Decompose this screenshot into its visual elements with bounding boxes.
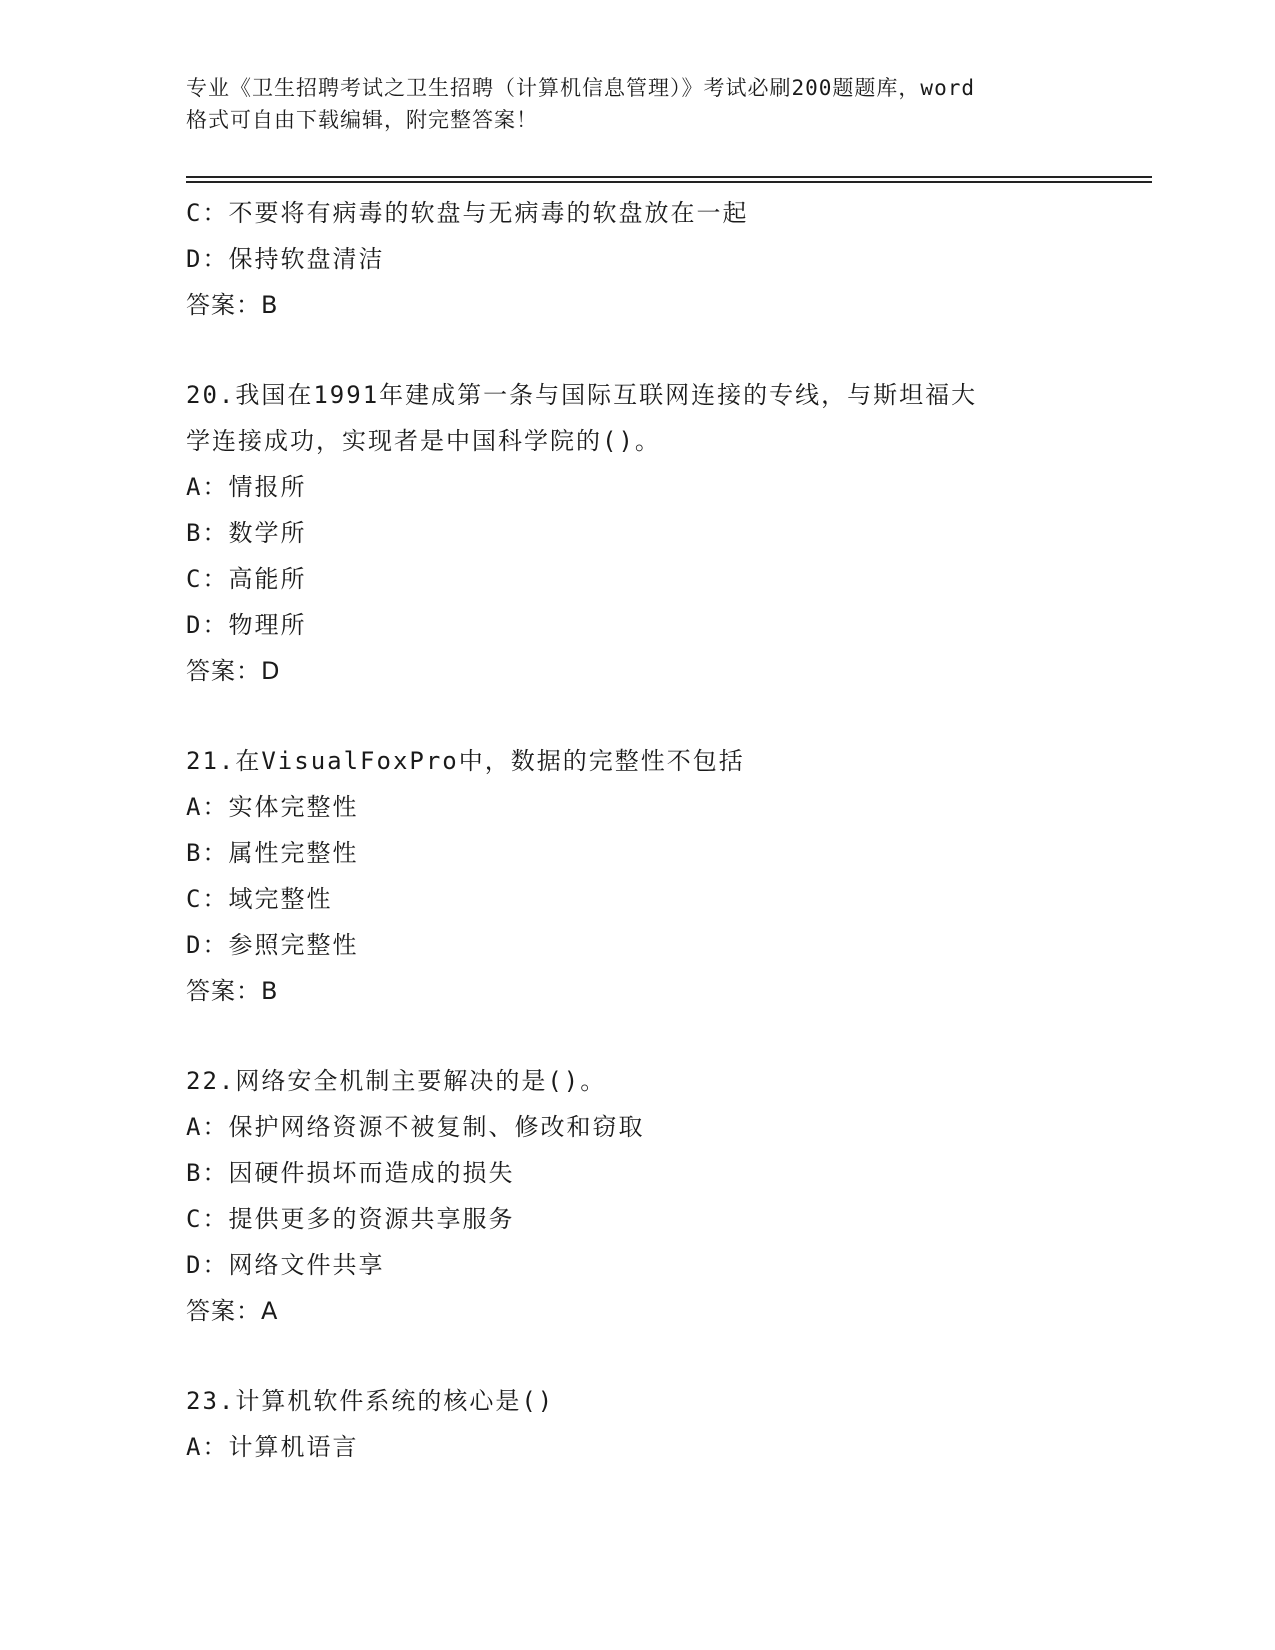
option-c: C：高能所 bbox=[186, 565, 307, 593]
carryover-question bbox=[186, 190, 1146, 328]
question-gap bbox=[186, 1334, 1146, 1378]
question-23 bbox=[186, 1378, 1146, 1470]
option-d: D：保持软盘清洁 bbox=[186, 245, 385, 273]
question-stem-line: 学连接成功，实现者是中国科学院的()。 bbox=[186, 427, 661, 455]
header-divider-top bbox=[186, 176, 1152, 178]
document-header bbox=[186, 72, 1086, 136]
answer-line: 答案：D bbox=[186, 657, 281, 685]
question-gap bbox=[186, 1014, 1146, 1058]
option-d: D：参照完整性 bbox=[186, 931, 359, 959]
answer-line: 答案：A bbox=[186, 1297, 279, 1325]
question-stem-line: 22.网络安全机制主要解决的是()。 bbox=[186, 1067, 607, 1095]
option-a: A：情报所 bbox=[186, 473, 307, 501]
option-b: B：属性完整性 bbox=[186, 839, 359, 867]
option-c: C：域完整性 bbox=[186, 885, 333, 913]
option-d: D：物理所 bbox=[186, 611, 307, 639]
option-a: A：实体完整性 bbox=[186, 793, 359, 821]
option-c: C：提供更多的资源共享服务 bbox=[186, 1205, 515, 1233]
question-21 bbox=[186, 738, 1146, 1014]
option-d: D：网络文件共享 bbox=[186, 1251, 385, 1279]
question-stem-line: 21.在VisualFoxPro中，数据的完整性不包括 bbox=[186, 747, 745, 775]
question-stem-line: 23.计算机软件系统的核心是() bbox=[186, 1387, 555, 1415]
question-20 bbox=[186, 372, 1146, 694]
option-c: C：不要将有病毒的软盘与无病毒的软盘放在一起 bbox=[186, 199, 749, 227]
question-gap bbox=[186, 694, 1146, 738]
answer-line: 答案：B bbox=[186, 291, 279, 319]
answer-line: 答案：B bbox=[186, 977, 279, 1005]
question-22 bbox=[186, 1058, 1146, 1334]
option-b: B：因硬件损坏而造成的损失 bbox=[186, 1159, 515, 1187]
option-b: B：数学所 bbox=[186, 519, 307, 547]
question-stem-line: 20.我国在1991年建成第一条与国际互联网连接的专线，与斯坦福大 bbox=[186, 381, 978, 409]
header-line-1: 专业《卫生招聘考试之卫生招聘（计算机信息管理）》考试必刷200题题库，word bbox=[186, 76, 975, 100]
question-gap bbox=[186, 328, 1146, 372]
question-content bbox=[186, 190, 1146, 1470]
option-a: A：计算机语言 bbox=[186, 1433, 359, 1461]
header-divider-bottom bbox=[186, 181, 1152, 183]
option-a: A：保护网络资源不被复制、修改和窃取 bbox=[186, 1113, 645, 1141]
header-line-2: 格式可自由下载编辑，附完整答案！ bbox=[186, 108, 538, 132]
